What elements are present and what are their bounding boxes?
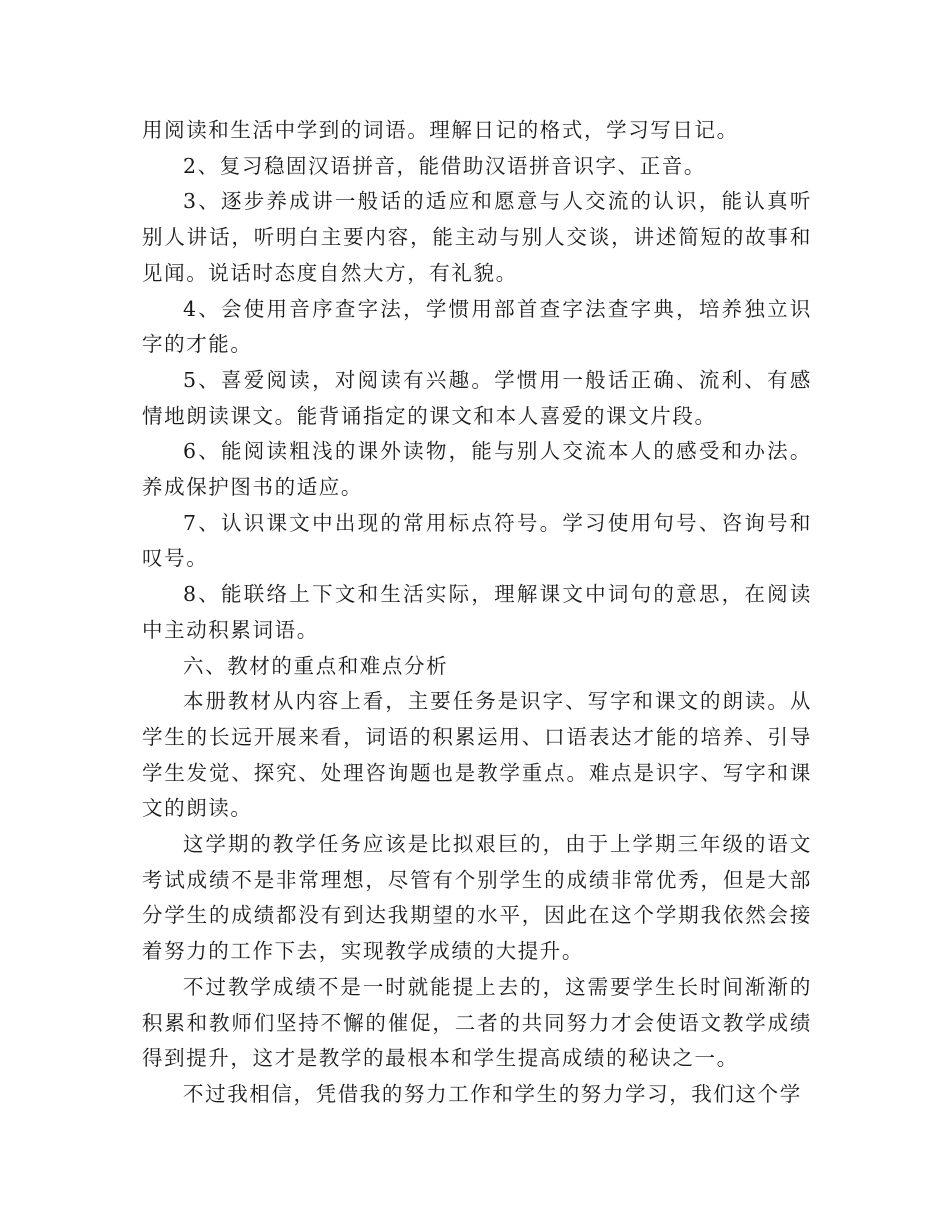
paragraph-item-3: 3、逐步养成讲一般话的适应和愿意与人交流的认识，能认真听别人讲话，听明白主要内容，能主动与别人交谈，讲述简短的故事和见闻。说话时态度自然大方，有礼貌。: [142, 189, 812, 285]
paragraph-body: 这学期的教学任务应该是比拟艰巨的，由于上学期三年级的语文考试成绩不是非常理想，尽管有个别学生的成绩非常优秀，但是大部分学生的成绩都没有到达我期望的水平，因此在这个学期我依然会接着努力的工作下去，实现教学成绩的大提升。: [142, 832, 812, 964]
paragraph-continued: 用阅读和生活中学到的词语。理解日记的格式，学习写日记。: [142, 118, 739, 142]
paragraph-body: 本册教材从内容上看，主要任务是识字、写字和课文的朗读。从学生的长远开展来看，词语的积累运用、口语表达才能的培养、引导学生发觉、探究、处理咨询题也是教学重点。难点是识字、写字和课文的朗读。: [142, 689, 812, 821]
document-body: [142, 113, 812, 1113]
section-heading: 六、教材的重点和难点分析: [183, 653, 449, 678]
paragraph-item-8: 8、能联络上下文和生活实际，理解课文中词句的意思，在阅读中主动积累词语。: [142, 582, 812, 642]
paragraph-item-6: 6、能阅读粗浅的课外读物，能与别人交流本人的感受和办法。养成保护图书的适应。: [142, 439, 812, 500]
paragraph-item-2: 2、复习稳固汉语拼音，能借助汉语拼音识字、正音。: [183, 153, 706, 178]
paragraph-body: 不过我相信，凭借我的努力工作和学生的努力学习，我们这个学: [183, 1081, 802, 1106]
paragraph-item-4: 4、会使用音序查字法，学惯用部首查字法查字典，培养独立识字的才能。: [142, 296, 812, 357]
paragraph-item-7: 7、认识课文中出现的常用标点符号。学习使用句号、咨询号和叹号。: [142, 510, 812, 571]
paragraph-item-5: 5、喜爱阅读，对阅读有兴趣。学惯用一般话正确、流利、有感情地朗读课文。能背诵指定的课文和本人喜爱的课文片段。: [142, 367, 812, 428]
paragraph-body: 不过教学成绩不是一时就能提上去的，这需要学生长时间渐渐的积累和教师们坚持不懈的催促，二者的共同努力才会使语文教学成绩得到提升，这才是教学的最根本和学生提高成绩的秘诀之一。: [142, 974, 812, 1071]
